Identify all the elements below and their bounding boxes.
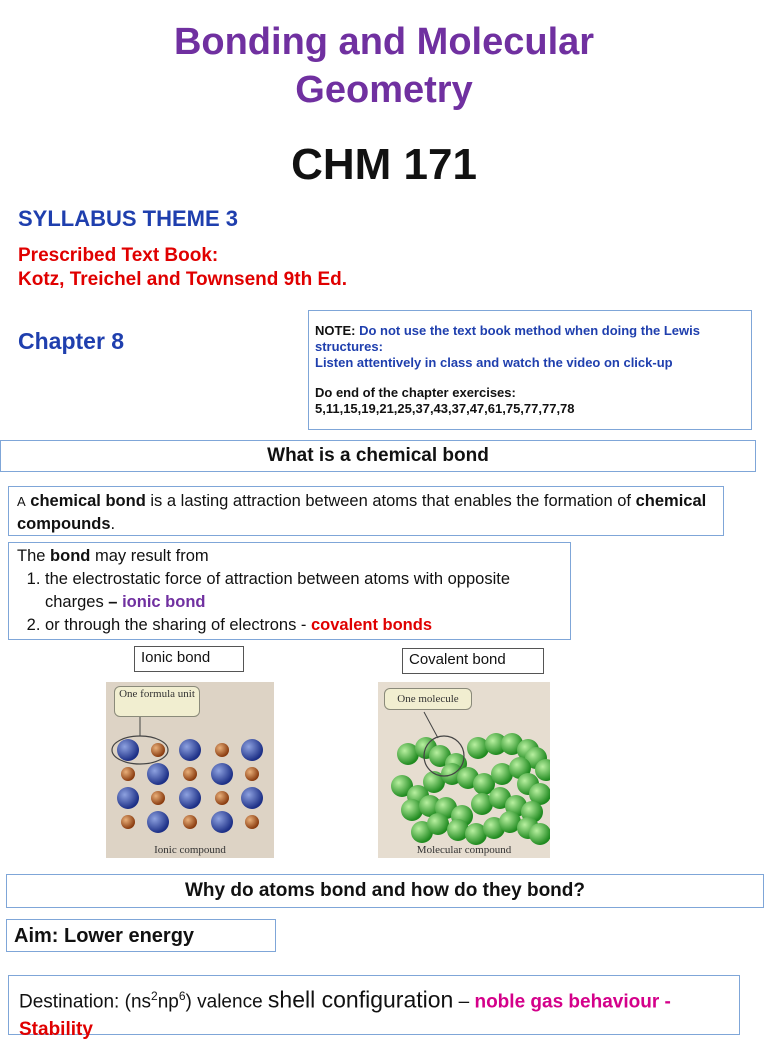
anion-sphere <box>211 811 233 833</box>
dest-shell-config: shell configuration <box>267 986 454 1013</box>
textbook-label: Prescribed Text Book: <box>18 245 219 266</box>
bond-types-box <box>8 542 571 640</box>
covalent-caption: Molecular compound <box>416 844 512 856</box>
dest-sup-6: 6 <box>178 989 186 1003</box>
cation-sphere <box>245 815 259 829</box>
covalent-bond-term: covalent bonds <box>311 616 433 634</box>
aim-box: Aim: Lower energy <box>6 919 276 952</box>
bond-intro-rest: may result from <box>94 547 209 565</box>
page-title: Bonding and Molecular Geometry <box>173 21 595 111</box>
def-article: A <box>17 494 26 509</box>
note-exercises-label: Do end of the chapter exercises: <box>315 385 516 400</box>
definition-box <box>8 486 724 536</box>
textbook-info <box>18 244 347 292</box>
cation-sphere <box>215 743 229 757</box>
dest-noble-gas: noble gas behaviour - <box>474 991 671 1013</box>
dest-valence: valence <box>197 991 263 1013</box>
covalent-compound-image <box>378 682 550 858</box>
dest-np: np <box>157 991 179 1013</box>
anion-sphere <box>147 811 169 833</box>
cation-sphere <box>151 791 165 805</box>
note-exercises-list: 5,11,15,19,21,25,37,43,37,47,61,75,77,77,78 <box>315 401 575 416</box>
dest-stability: Stability <box>19 1019 93 1041</box>
cation-sphere <box>215 791 229 805</box>
dest-dash: – <box>458 991 470 1013</box>
note-video-instruction: Listen attentively in class and watch the video on click-up <box>315 355 673 370</box>
ionic-description: the electrostatic force of attraction between atoms with opposite charges <box>45 570 510 611</box>
textbook-title: Kotz, Treichel and Townsend 9th Ed. <box>18 269 348 290</box>
anion-sphere <box>117 787 139 809</box>
ionic-compound-image <box>106 682 274 858</box>
ionic-bond-label: Ionic bond <box>134 646 244 672</box>
covalent-callout: One molecule <box>384 688 472 710</box>
dest-prefix: Destination: (ns <box>19 991 152 1013</box>
course-code: CHM 171 <box>291 140 477 189</box>
syllabus-theme: SYLLABUS THEME 3 <box>18 206 239 231</box>
def-term-compounds: chemical compounds <box>17 492 707 533</box>
bond-types-list <box>17 568 562 637</box>
molecule-atom <box>427 813 449 835</box>
ionic-bond-term: ionic bond <box>122 593 206 611</box>
cation-sphere <box>121 767 135 781</box>
ionic-dash: – <box>108 593 118 611</box>
cation-sphere <box>183 815 197 829</box>
molecule-atom <box>529 823 550 845</box>
anion-sphere <box>241 739 263 761</box>
bond-intro-word: bond <box>50 547 91 565</box>
def-period: . <box>110 515 116 533</box>
anion-sphere <box>211 763 233 785</box>
def-text: is a lasting attraction between atoms that enables the formation of <box>150 492 632 510</box>
note-lewis-warning: Do not use the text book method when doing the Lewis structures: <box>315 323 700 354</box>
anion-sphere <box>117 739 139 761</box>
note-instructions <box>315 323 745 355</box>
cation-sphere <box>151 743 165 757</box>
anion-sphere <box>179 739 201 761</box>
cation-sphere <box>121 815 135 829</box>
anion-sphere <box>147 763 169 785</box>
anion-sphere <box>179 787 201 809</box>
destination-box <box>8 975 740 1041</box>
note-label: NOTE: <box>315 323 356 338</box>
bond-type-covalent <box>45 614 562 637</box>
covalent-description: or through the sharing of electrons - <box>45 616 307 634</box>
cation-sphere <box>245 767 259 781</box>
section-heading-chemical-bond: What is a chemical bond <box>0 440 756 472</box>
section-heading-why-bond: Why do atoms bond and how do they bond? <box>6 874 764 908</box>
chapter-label: Chapter 8 <box>18 328 125 354</box>
note-box <box>308 310 752 430</box>
ionic-caption: Ionic compound <box>154 844 226 856</box>
def-term: chemical bond <box>30 492 146 510</box>
dest-sup-2: 2 <box>151 989 158 1003</box>
anion-sphere <box>241 787 263 809</box>
bond-type-ionic <box>45 568 562 614</box>
bond-intro <box>17 545 562 568</box>
cation-sphere <box>183 767 197 781</box>
ionic-callout: One formula unit <box>114 686 200 717</box>
dest-close-paren: ) <box>185 991 192 1013</box>
bond-intro-the: The <box>17 547 46 565</box>
covalent-bond-label: Covalent bond <box>402 648 544 674</box>
